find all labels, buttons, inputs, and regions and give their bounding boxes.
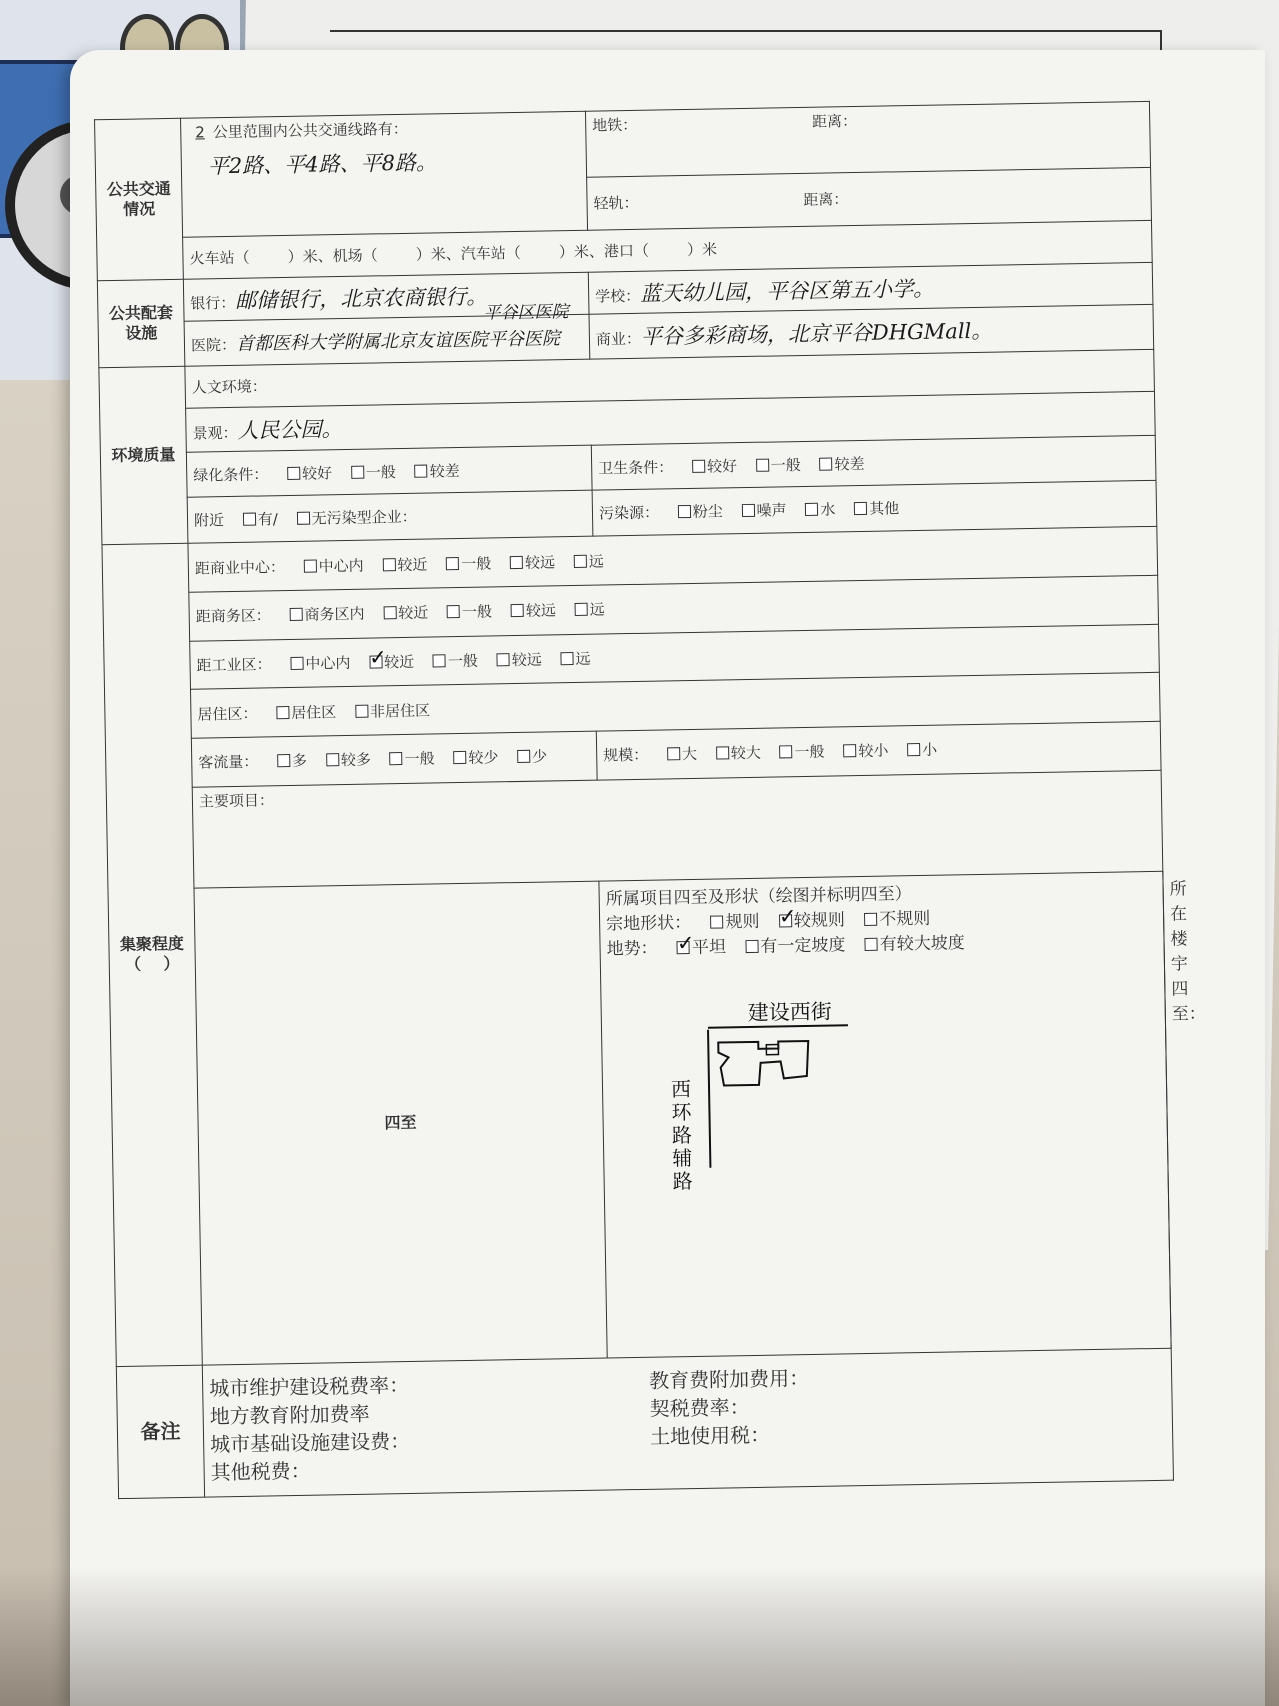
hospital-label: 医院： (190, 335, 237, 355)
checkbox-checked[interactable] (677, 941, 690, 954)
option-label: 较远 (525, 601, 557, 621)
option-label: 较小 (858, 741, 889, 761)
checkbox[interactable] (287, 466, 300, 479)
option-label: 较远 (524, 553, 556, 572)
option-label: 一般 (365, 462, 397, 482)
residential-label: 居住区： (197, 704, 258, 724)
option-label: 居住区 (291, 702, 337, 722)
checkbox[interactable] (574, 554, 587, 567)
option-label: 粉尘 (692, 502, 723, 522)
checkbox[interactable] (745, 940, 758, 953)
checkbox[interactable] (560, 652, 573, 665)
metro-distance-label: 距离： (811, 111, 858, 131)
bank-value: 邮储银行，北京农商银行。 (235, 283, 488, 313)
option-label: 一般 (461, 554, 492, 573)
checkbox[interactable] (497, 653, 510, 666)
shape-label: 宗地形状： (605, 913, 692, 935)
option-label: 远 (575, 649, 591, 669)
survey-form (94, 101, 1173, 1499)
checkbox[interactable] (575, 603, 588, 616)
checkbox[interactable] (351, 465, 364, 478)
main-items-label: 主要项目： (192, 770, 1163, 888)
option-label: 少 (532, 747, 548, 767)
option-label: 远 (589, 600, 605, 620)
facilities-section-label: 公共配套设施 (97, 279, 185, 367)
survey-table (94, 101, 1174, 1499)
option-label: 不规则 (879, 909, 931, 931)
option-label: 无污染型企业： (311, 507, 417, 528)
checkbox[interactable] (510, 556, 523, 569)
option-label: 其他 (868, 499, 900, 518)
option-label: 较好 (301, 463, 333, 483)
remarks-section-label: 备注 (116, 1365, 204, 1499)
light-rail-label: 轻轨： (593, 193, 639, 213)
option-label: 较远 (511, 650, 542, 670)
checkbox[interactable] (756, 458, 769, 471)
option-label: 较差 (834, 454, 865, 474)
metro-label: 地铁： (592, 115, 638, 135)
option-label: 较大 (730, 744, 761, 763)
option-label: 大 (681, 745, 698, 764)
option-label: 有/ (257, 510, 279, 529)
checkbox[interactable] (678, 505, 691, 518)
hygiene-label: 卫生条件： (598, 457, 674, 478)
traffic-label: 客流量： (198, 752, 259, 772)
local-education-surcharge-label: 地方教育附加费率 (209, 1401, 370, 1429)
checkbox[interactable] (864, 913, 877, 926)
checkbox[interactable] (453, 751, 466, 764)
checkbox[interactable] (390, 752, 403, 765)
culture-label: 人文环境： (185, 349, 1155, 408)
pollution-label: 污染源： (598, 503, 660, 523)
other-taxes-label: 其他税费： (210, 1459, 311, 1485)
checkbox[interactable] (741, 504, 754, 517)
checkbox[interactable] (290, 657, 303, 670)
checkbox[interactable] (414, 464, 427, 477)
checkbox[interactable] (355, 704, 368, 717)
option-label: 较少 (468, 748, 499, 768)
deed-tax-label: 契税费率： (649, 1395, 750, 1422)
boundaries-section-label: 四至 (194, 881, 607, 1364)
option-label: 商务区内 (304, 605, 365, 625)
option-label: 有较大坡度 (879, 933, 965, 956)
checkbox[interactable] (289, 608, 302, 621)
option-label: 规则 (725, 912, 760, 933)
transport-section-label: 公共交通情况 (95, 118, 184, 280)
green-label: 绿化条件： (193, 464, 269, 485)
sketch-left-road-label: 西环路辅路 (670, 1077, 693, 1194)
option-label: 一般 (794, 743, 825, 762)
city-infrastructure-fee-label: 城市基础设施建设费： (209, 1429, 411, 1457)
checkbox-checked[interactable] (369, 655, 382, 668)
scale-label: 规模： (603, 746, 649, 765)
school-label: 学校： (595, 286, 641, 306)
scenery-label: 景观： (192, 423, 238, 443)
commerce-value: 平谷多彩商场，北京平谷DHGMall。 (640, 318, 993, 349)
option-label: 中心内 (305, 653, 351, 673)
school-value: 蓝天幼儿园，平谷区第五小学。 (639, 276, 935, 306)
scenery-value: 人民公园。 (237, 416, 343, 443)
checkbox[interactable] (326, 754, 339, 767)
checkbox[interactable] (517, 750, 530, 763)
land-use-tax-label: 土地使用税： (649, 1422, 771, 1450)
business-district-label: 距商务区： (195, 606, 271, 626)
checkbox[interactable] (692, 459, 705, 472)
environment-section-label: 环境质量 (99, 366, 188, 545)
option-label: 较差 (429, 461, 460, 481)
checkbox[interactable] (243, 513, 256, 526)
option-label: 小 (922, 741, 938, 760)
stations-distance-line: 火车站（ ）米、机场（ ）米、汽车站（ ）米、港口（ ）米 (183, 220, 1153, 279)
option-label: 远 (588, 552, 604, 571)
option-label: 平坦 (691, 937, 727, 959)
agglomeration-section-label: 集聚程度 （ ） (102, 544, 202, 1367)
checkbox[interactable] (854, 502, 867, 515)
option-label: 一般 (770, 455, 801, 475)
education-surcharge-label: 教育费附加费用： (648, 1366, 810, 1394)
checkbox[interactable] (383, 606, 396, 619)
bus-lines-value: 平2路、平4路、平8路。 (207, 150, 438, 179)
checkbox[interactable] (819, 457, 832, 470)
checkbox[interactable] (779, 746, 792, 759)
checkbox-checked[interactable] (779, 915, 792, 928)
option-label: 一般 (461, 602, 493, 622)
bottom-shadow (0, 1566, 1279, 1706)
site-outline-drawing (677, 995, 860, 1178)
option-label: 较近 (383, 652, 415, 672)
industrial-zone-label: 距工业区： (196, 655, 272, 675)
checkbox[interactable] (433, 654, 446, 667)
checkbox[interactable] (297, 512, 310, 525)
checkbox[interactable] (667, 748, 680, 761)
option-label: 较多 (340, 750, 372, 770)
site-sketch (607, 950, 1164, 1320)
option-label: 较好 (706, 456, 738, 476)
terrain-label: 地势： (606, 938, 658, 960)
option-label: 一般 (404, 749, 435, 769)
option-label: 有一定坡度 (760, 935, 846, 958)
option-label: 较规则 (793, 910, 846, 932)
city-maintenance-tax-label: 城市维护建设税费率： (209, 1373, 410, 1401)
bank-label: 银行： (190, 293, 236, 313)
checkbox[interactable] (446, 557, 459, 570)
option-label: 噪声 (756, 501, 787, 520)
checkbox[interactable] (277, 754, 290, 767)
checkbox[interactable] (710, 916, 723, 929)
checkbox[interactable] (843, 744, 856, 757)
option-label: 多 (291, 752, 308, 771)
option-label: 非居住区 (369, 701, 431, 721)
checkbox[interactable] (511, 604, 524, 617)
option-label: 较近 (398, 603, 429, 623)
checkbox[interactable] (447, 605, 460, 618)
hospital-extra-value: 平谷区医院 (483, 302, 569, 324)
commercial-center-label: 距商业中心： (194, 557, 286, 578)
checkbox[interactable] (382, 558, 395, 571)
checkbox[interactable] (304, 559, 317, 572)
hospital-value: 首都医科大学附属北京友谊医院平谷医院 (235, 328, 561, 355)
option-label: 一般 (447, 651, 479, 671)
light-rail-distance-label: 距离： (803, 190, 849, 210)
checkbox[interactable] (907, 743, 920, 756)
option-label: 水 (820, 500, 836, 519)
option-label: 较近 (397, 555, 428, 574)
checkbox[interactable] (276, 706, 289, 719)
nearby-label: 附近 (193, 511, 225, 530)
option-label: 中心内 (318, 556, 364, 576)
sketch-top-road-label: 建设西街 (747, 999, 832, 1026)
project-boundary-title: 所属项目四至及形状（绘图并标明四至） (605, 884, 912, 910)
checkbox[interactable] (865, 938, 878, 951)
checkbox[interactable] (716, 747, 729, 760)
commerce-label: 商业： (595, 329, 642, 349)
checkbox[interactable] (805, 503, 818, 516)
bus-lines-label: 2 公里范围内公共交通线路有： (195, 119, 408, 142)
